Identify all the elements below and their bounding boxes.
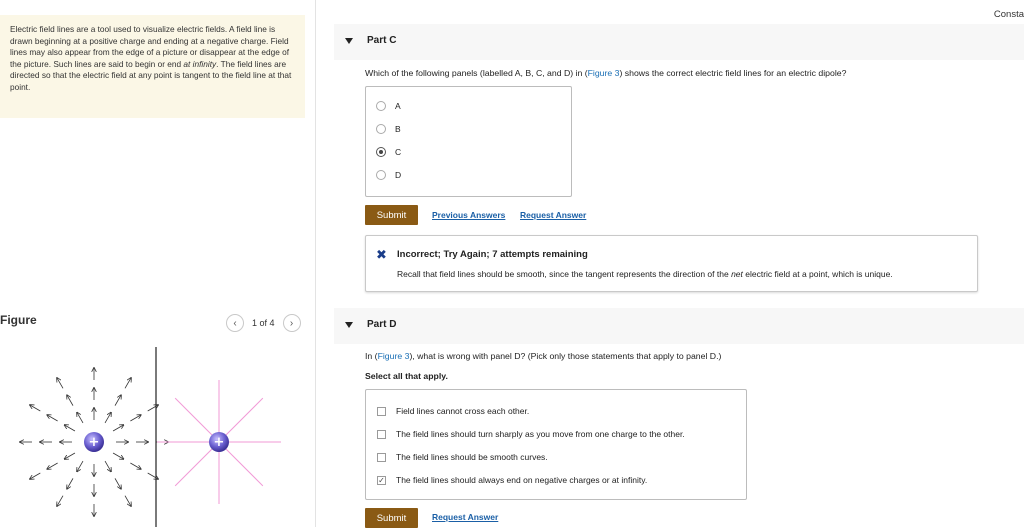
part-c-options	[365, 86, 572, 197]
field-arrow	[77, 413, 83, 423]
option-a[interactable]	[376, 101, 401, 111]
option-d[interactable]	[376, 170, 401, 180]
checkbox[interactable]	[377, 453, 386, 462]
field-arrow	[130, 463, 140, 469]
part-d-question-end: ), what is wrong with panel D? (Pick only those statements that apply to panel D.)	[409, 351, 722, 361]
feedback-emphasis: net	[731, 269, 743, 279]
feedback-box	[365, 235, 978, 292]
field-arrow	[105, 461, 111, 471]
constants-link[interactable]: Consta	[993, 9, 1024, 20]
option-b-label: B	[395, 124, 401, 134]
previous-answers-link[interactable]: Previous Answers	[432, 210, 506, 220]
figure-link[interactable]: Figure 3	[377, 351, 410, 361]
field-arrow	[30, 405, 40, 411]
part-c-request-answer-link[interactable]: Request Answer	[520, 210, 587, 220]
incorrect-x-icon: ✖	[376, 247, 387, 262]
pager-text: 1 of 4	[252, 318, 275, 328]
checkbox[interactable]	[377, 407, 386, 416]
field-arrow	[113, 453, 123, 459]
option-c[interactable]	[376, 147, 401, 157]
figure-image	[0, 345, 300, 527]
statement-option[interactable]	[377, 452, 548, 462]
part-d-options	[365, 389, 747, 500]
feedback-body-start: Recall that field lines should be smooth, since the tangent represents the direction of the	[397, 269, 732, 279]
chevron-right-icon[interactable]: ›	[283, 314, 301, 332]
field-arrow	[67, 395, 73, 405]
part-d-question-start: In (	[365, 351, 378, 361]
field-arrow	[77, 461, 83, 471]
statement-label: The field lines should be smooth curves.	[396, 452, 548, 462]
collapse-triangle-icon	[345, 322, 353, 328]
field-arrow	[47, 415, 57, 421]
part-c-question	[365, 68, 846, 78]
intro-text-start: Electric field lines are a tool used to visualize electric fields. A field line is drawn beginning at a positive charge and ending at a negative charge. Field lines may also appear from the edge of a picture or disappear at the edge of the picture. Such lines are said to begin or end	[10, 24, 290, 69]
field-arrow	[57, 378, 63, 388]
intro-emphasis: at infinity	[183, 58, 217, 69]
feedback-body-end: electric field at a point, which is unique.	[742, 269, 893, 279]
charge-left-symbol: +	[88, 435, 100, 450]
field-arrow	[30, 473, 40, 479]
option-b[interactable]	[376, 124, 401, 134]
charge-right-symbol: +	[213, 435, 225, 450]
field-arrow	[67, 478, 73, 488]
select-all-instruction: Select all that apply.	[365, 371, 448, 381]
part-d-question	[365, 351, 721, 361]
part-c-label: Part C	[367, 35, 397, 46]
chevron-left-icon[interactable]: ‹	[226, 314, 244, 332]
figure-link[interactable]: Figure 3	[587, 68, 620, 78]
radio-c[interactable]	[376, 147, 386, 157]
field-arrow	[125, 378, 131, 388]
statement-label: Field lines cannot cross each other.	[396, 406, 530, 416]
collapse-triangle-icon	[345, 38, 353, 44]
field-arrow	[65, 425, 75, 431]
field-arrow	[47, 463, 57, 469]
part-c-header[interactable]	[334, 24, 1024, 60]
field-arrow	[125, 496, 131, 506]
intro-box	[0, 15, 305, 118]
checkbox[interactable]	[377, 430, 386, 439]
part-d-label: Part D	[367, 319, 397, 330]
part-d-request-answer-link[interactable]: Request Answer	[432, 512, 499, 522]
checkbox-checked[interactable]: ✓	[378, 475, 385, 485]
part-c-submit-button[interactable]: Submit	[365, 205, 418, 225]
option-a-label: A	[395, 101, 401, 111]
part-d-header[interactable]	[334, 308, 1024, 344]
part-d-submit-button[interactable]: Submit	[365, 508, 418, 528]
radio-b[interactable]	[376, 124, 386, 134]
right-panel	[316, 0, 1024, 527]
field-arrow	[115, 395, 121, 405]
statement-label: The field lines should always end on negative charges or at infinity.	[396, 475, 648, 485]
field-arrow	[65, 453, 75, 459]
statement-label: The field lines should turn sharply as you move from one charge to the other.	[396, 429, 685, 439]
option-c-label: C	[395, 147, 402, 157]
radio-d[interactable]	[376, 170, 386, 180]
statement-option[interactable]	[377, 429, 685, 439]
field-arrow	[130, 415, 140, 421]
intro-text-end: . The field lines are directed so that the electric field at any point is tangent to the field line at that point.	[10, 58, 292, 92]
feedback-body	[397, 269, 893, 279]
option-d-label: D	[395, 170, 402, 180]
left-panel	[0, 0, 315, 527]
field-arrow	[57, 496, 63, 506]
part-c-question-start: Which of the following panels (labelled A, B, C, and D) in (	[365, 68, 588, 78]
part-c-question-end: ) shows the correct electric field lines for an electric dipole?	[619, 68, 847, 78]
figure-title: Figure	[0, 313, 37, 327]
figure-pager	[226, 314, 301, 332]
field-arrow	[105, 413, 111, 423]
feedback-title: Incorrect; Try Again; 7 attempts remaining	[397, 249, 588, 260]
field-arrow	[115, 478, 121, 488]
statement-option[interactable]	[377, 406, 529, 416]
statement-option[interactable]	[377, 475, 647, 485]
field-arrow	[113, 425, 123, 431]
radio-a[interactable]	[376, 101, 386, 111]
